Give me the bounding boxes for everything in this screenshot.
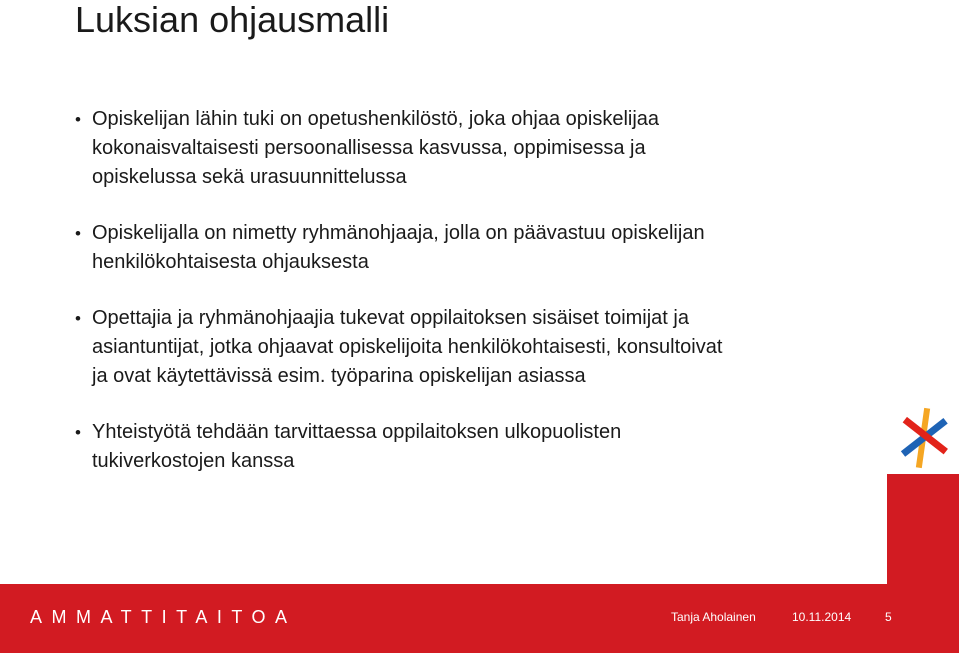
footer-brand: AMMATTITAITOA (30, 607, 297, 627)
bullet-line: ja ovat käytettävissä esim. työparina opiskelijan asiassa (92, 365, 586, 387)
bullet-line: henkilökohtaisesta ohjauksesta (92, 251, 369, 273)
bullet-list (75, 105, 845, 503)
footer-date: 10.11.2014 (792, 610, 852, 624)
bullet-item (75, 304, 845, 391)
bullet-marker: • (75, 309, 81, 328)
slide-title: Luksian ohjausmalli (75, 0, 390, 40)
footer-tab (887, 474, 959, 584)
bullet-marker: • (75, 110, 81, 129)
bullet-line: tukiverkostojen kanssa (92, 450, 295, 472)
bullet-marker: • (75, 423, 81, 442)
bullet-item (75, 418, 845, 476)
bullet-item (75, 105, 845, 192)
footer-author: Tanja Aholainen (671, 610, 756, 624)
bullet-item (75, 219, 845, 277)
footer-page-number: 5 (885, 610, 892, 624)
bullet-line: Opettajia ja ryhmänohjaajia tukevat oppilaitoksen sisäiset toimijat ja (92, 307, 689, 329)
bullet-line: Opiskelijalla on nimetty ryhmänohjaaja, jolla on päävastuu opiskelijan (92, 222, 705, 244)
bullet-line: asiantuntijat, jotka ohjaavat opiskelijoita henkilökohtaisesti, konsultoivat (92, 336, 723, 358)
bullet-marker: • (75, 224, 81, 243)
bullet-line: opiskelussa sekä urasuunnittelussa (92, 166, 407, 188)
bullet-line: Yhteistyötä tehdään tarvittaessa oppilaitoksen ulkopuolisten (92, 421, 622, 443)
bullet-line: Opiskelijan lähin tuki on opetushenkilöstö, joka ohjaa opiskelijaa (92, 108, 660, 130)
luksia-logo-icon (893, 406, 955, 470)
bullet-line: kokonaisvaltaisesti persoonallisessa kasvussa, oppimisessa ja (92, 137, 646, 159)
